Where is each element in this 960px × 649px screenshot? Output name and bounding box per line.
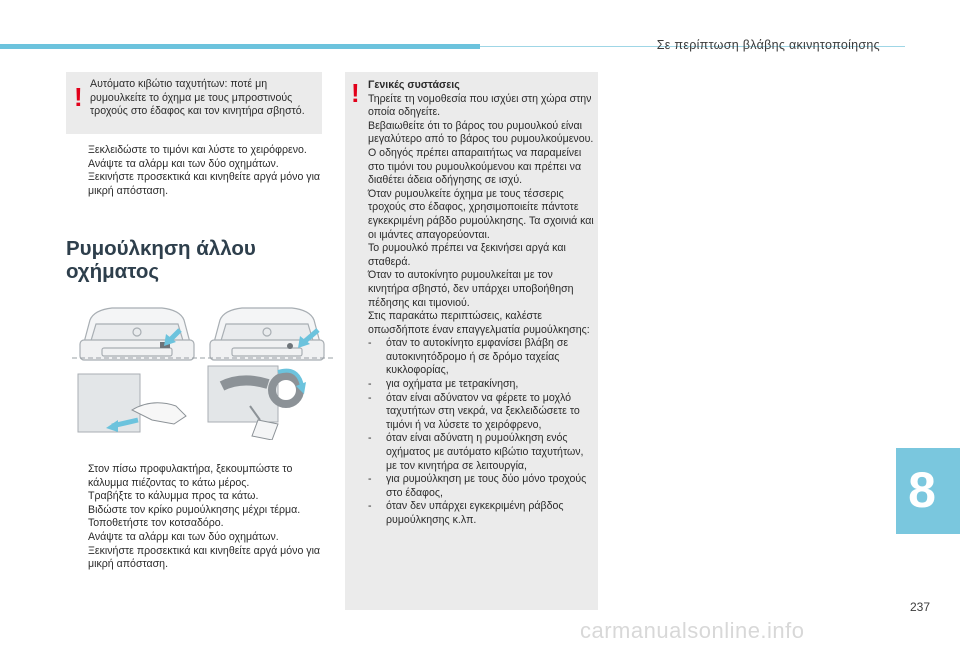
watermark: carmanualsonline.info xyxy=(580,618,805,643)
list-item: Ανάψτε τα αλάρμ και των δύο οχημάτων. xyxy=(88,530,279,543)
list-item: - όταν το αυτοκίνητο εμφανίσει βλάβη σε αυτοκινητόδρομο ή σε δρόμο ταχείας κυκλοφορίας, xyxy=(368,337,569,377)
page-number: 237 xyxy=(909,600,930,614)
panel-title: Γενικές συστάσεις xyxy=(368,79,460,91)
steps-bottom-list xyxy=(70,463,324,572)
paragraph: Όταν το αυτοκίνητο ρυμουλκείται με τον κινητήρα σβηστό, δεν υπάρχει υποβοήθηση πέδησης και τιμονιού. xyxy=(368,269,574,309)
list-item: - για οχήματα με τετρακίνηση, xyxy=(368,378,519,391)
warning-text: Αυτόματο κιβώτιο ταχυτήτων: ποτέ μη ρυμουλκείτε το όχημα με τους μπροστινούς τροχούς στο έδαφος και τον κινητήρα σβηστό. xyxy=(90,78,305,118)
warning-icon: ! xyxy=(351,78,360,108)
list-item: - όταν είναι αδύνατη η ρυμούλκηση ενός οχήματος με αυτόματο κιβώτιο ταχυτήτων, με τον κινητήρα σε λειτουργία, xyxy=(368,432,584,472)
chapter-tab xyxy=(896,448,960,534)
tow-eye-figure xyxy=(208,366,306,440)
header-accent-bar xyxy=(0,44,480,49)
list-item: - όταν είναι αδύνατον να φέρετε το μοχλό ταχυτήτων στη νεκρά, να ξεκλειδώσετε το τιμόνι ή να λύσετε το χειρόφρενο, xyxy=(368,391,580,431)
towing-illustration xyxy=(72,290,334,440)
paragraph: Βεβαιωθείτε ότι το βάρος του ρυμουλκού είναι μεγαλύτερο από το βάρος του ρυμουλκούμενου. xyxy=(368,119,594,146)
list-item: Ξεκλειδώστε το τιμόνι και λύστε το χειρόφρενο. xyxy=(88,144,307,156)
cover-removal-figure xyxy=(78,374,186,432)
warning-box xyxy=(66,72,322,134)
list-item: Ανάψτε τα αλάρμ και των δύο οχημάτων. xyxy=(88,157,279,170)
paragraph: Το ρυμουλκό πρέπει να ξεκινήσει αργά και σταθερά. xyxy=(368,242,566,268)
paragraph: Όταν ρυμουλκείτε όχημα με τους τέσσερις τροχούς στο έδαφος, χρησιμοποιείτε πάντοτε εγκεκριμένη ράβδο ρυμούλκησης. Τα σχοινιά και οι ιμάντες απαγορεύονται. xyxy=(368,187,594,241)
cases-list xyxy=(368,337,594,527)
paragraph: Στις παρακάτω περιπτώσεις, καλέστε οπωσδήποτε έναν επαγγελματία ρυμούλκησης: xyxy=(368,310,590,336)
general-recommendations-panel xyxy=(345,72,598,610)
page-header-title: Σε περίπτωση βλάβης ακινητοποίησης xyxy=(656,38,880,52)
chapter-number: 8 xyxy=(908,462,936,518)
section-title: Ρυμούλκηση άλλου οχήματος xyxy=(66,237,256,283)
list-item: Ξεκινήστε προσεκτικά και κινηθείτε αργά μόνο για μικρή απόσταση. xyxy=(88,171,321,197)
warning-icon: ! xyxy=(74,82,83,112)
list-item: Τοποθετήστε τον κοτσαδόρο. xyxy=(88,517,224,530)
list-item: - για ρυμούλκηση με τους δύο μόνο τροχούς στο έδαφος, xyxy=(368,473,587,499)
car-rear-right-figure xyxy=(210,308,324,360)
list-item: Βιδώστε τον κρίκο ρυμούλκησης μέχρι τέρμα. xyxy=(88,503,301,516)
steps-top-list xyxy=(70,144,324,198)
list-item: Στον πίσω προφυλακτήρα, ξεκουμπώστε το κάλυμμα πιέζοντας το κάτω μέρος. xyxy=(88,463,293,489)
list-item: - όταν δεν υπάρχει εγκεκριμένη ράβδος ρυμούλκησης κ.λπ. xyxy=(368,500,564,526)
list-item: Ξεκινήστε προσεκτικά και κινηθείτε αργά μόνο για μικρή απόσταση. xyxy=(88,544,321,571)
panel-body xyxy=(368,93,594,528)
paragraph: Ο οδηγός πρέπει απαραιτήτως να παραμείνει στο τιμόνι του ρυμουλκούμενου και πρέπει να διαθέτει άδεια οδήγησης σε ισχύ. xyxy=(368,146,582,187)
paragraph: Τηρείτε τη νομοθεσία που ισχύει στη χώρα στην οποία οδηγείτε. xyxy=(368,92,592,119)
list-item: Τραβήξτε το κάλυμμα προς τα κάτω. xyxy=(88,490,259,503)
